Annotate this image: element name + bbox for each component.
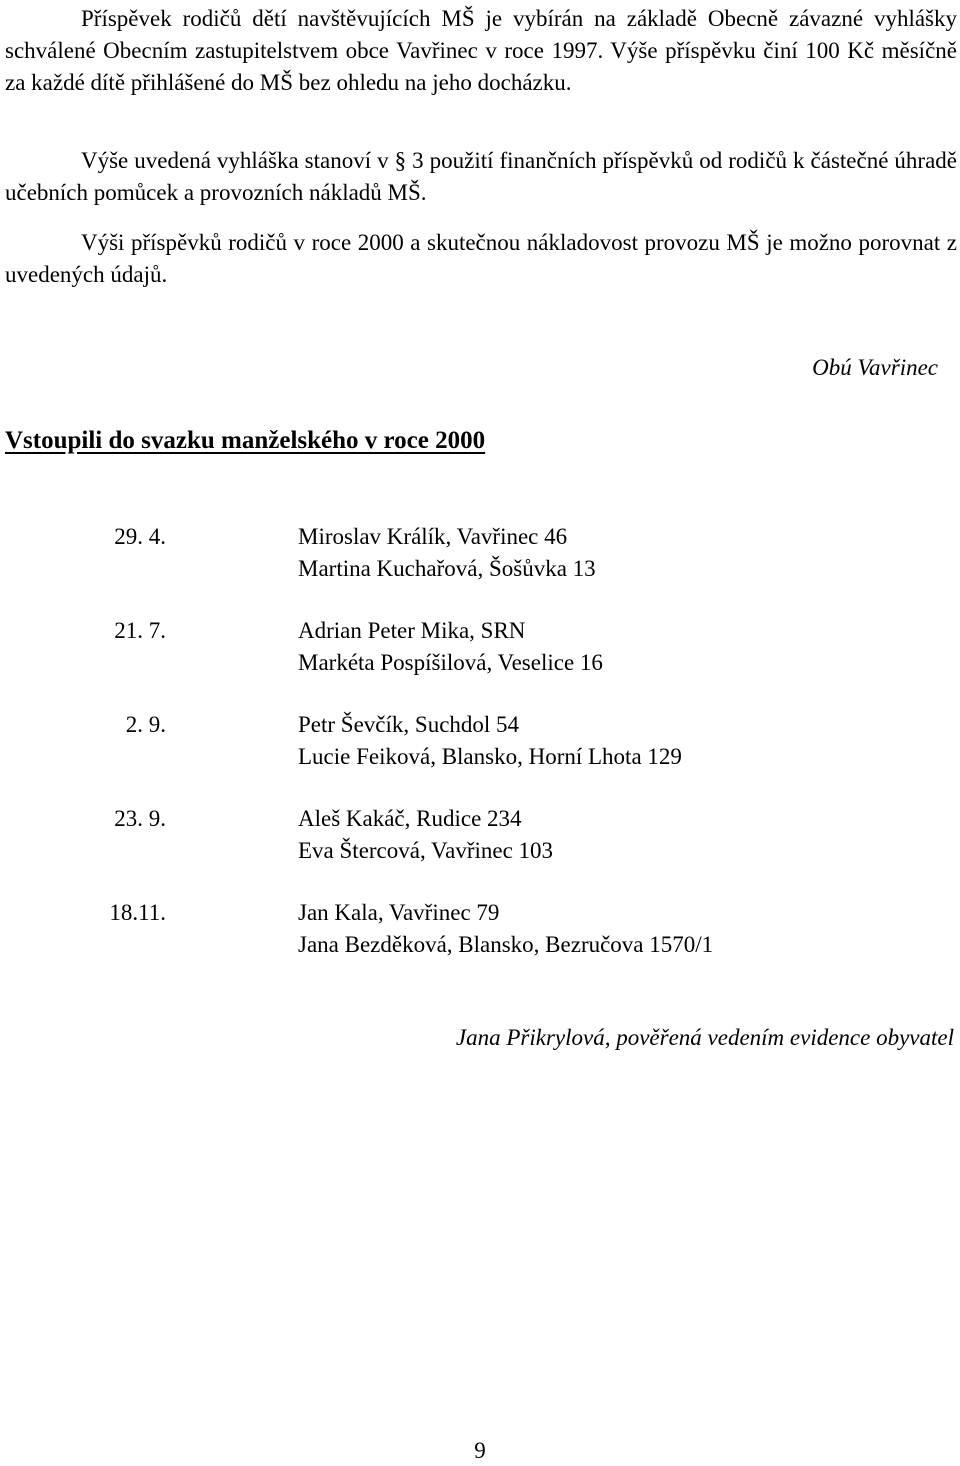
office-signature: Obú Vavřinec bbox=[812, 355, 938, 380]
marriage-date: 29. 4. bbox=[114, 524, 166, 549]
marriage-couple bbox=[298, 521, 596, 585]
marriage-entry bbox=[0, 709, 960, 803]
groom-name: Petr Ševčík, Suchdol 54 bbox=[298, 712, 520, 737]
marriage-couple bbox=[298, 803, 553, 867]
bride-name: Markéta Pospíšilová, Veselice 16 bbox=[298, 650, 603, 675]
marriage-couple bbox=[298, 615, 603, 679]
marriage-entry bbox=[0, 615, 960, 709]
marriage-date: 21. 7. bbox=[114, 618, 166, 643]
marriage-date: 18.11. bbox=[109, 900, 166, 925]
groom-name: Jan Kala, Vavřinec 79 bbox=[298, 900, 500, 925]
author-signature: Jana Přikrylová, pověřená vedením evidence obyvatel bbox=[455, 1025, 954, 1050]
marriage-couple bbox=[298, 709, 682, 773]
paragraph-parent-fee: Příspěvek rodičů dětí navštěvujících MŠ je vybírán na základě Obecně závazné vyhlášky schválené Obecním zastupitelstvem obce Vavřinec v roce 1997. Výše příspěvku činí 100 Kč měsíčně za každé dítě přihlášené do MŠ bez ohledu na jeho docházku. bbox=[5, 6, 957, 95]
paragraph-decree-usage: Výše uvedená vyhláška stanoví v § 3 použití finančních příspěvků od rodičů k částečné úhradě učebních pomůcek a provozních nákladů MŠ. bbox=[5, 148, 957, 205]
bride-name: Eva Štercová, Vavřinec 103 bbox=[298, 838, 554, 863]
marriage-date: 2. 9. bbox=[125, 712, 166, 737]
section-heading: Vstoupili do svazku manželského v roce 2000 bbox=[5, 427, 486, 454]
marriage-entry bbox=[0, 897, 960, 991]
bride-name: Lucie Feiková, Blansko, Horní Lhota 129 bbox=[298, 744, 682, 769]
paragraph-cost-comparison: Výši příspěvků rodičů v roce 2000 a skutečnou nákladovost provozu MŠ je možno porovnat z uvedených údajů. bbox=[5, 230, 957, 287]
page-number: 9 bbox=[474, 1438, 486, 1463]
groom-name: Miroslav Králík, Vavřinec 46 bbox=[298, 524, 568, 549]
bride-name: Martina Kuchařová, Šošůvka 13 bbox=[298, 556, 596, 581]
groom-name: Aleš Kakáč, Rudice 234 bbox=[298, 806, 522, 831]
marriage-couple bbox=[298, 897, 713, 961]
marriage-list bbox=[0, 521, 960, 991]
groom-name: Adrian Peter Mika, SRN bbox=[298, 618, 526, 643]
marriage-entry bbox=[0, 521, 960, 615]
marriage-date: 23. 9. bbox=[114, 806, 166, 831]
marriage-entry bbox=[0, 803, 960, 897]
bride-name: Jana Bezděková, Blansko, Bezručova 1570/1 bbox=[298, 932, 714, 957]
